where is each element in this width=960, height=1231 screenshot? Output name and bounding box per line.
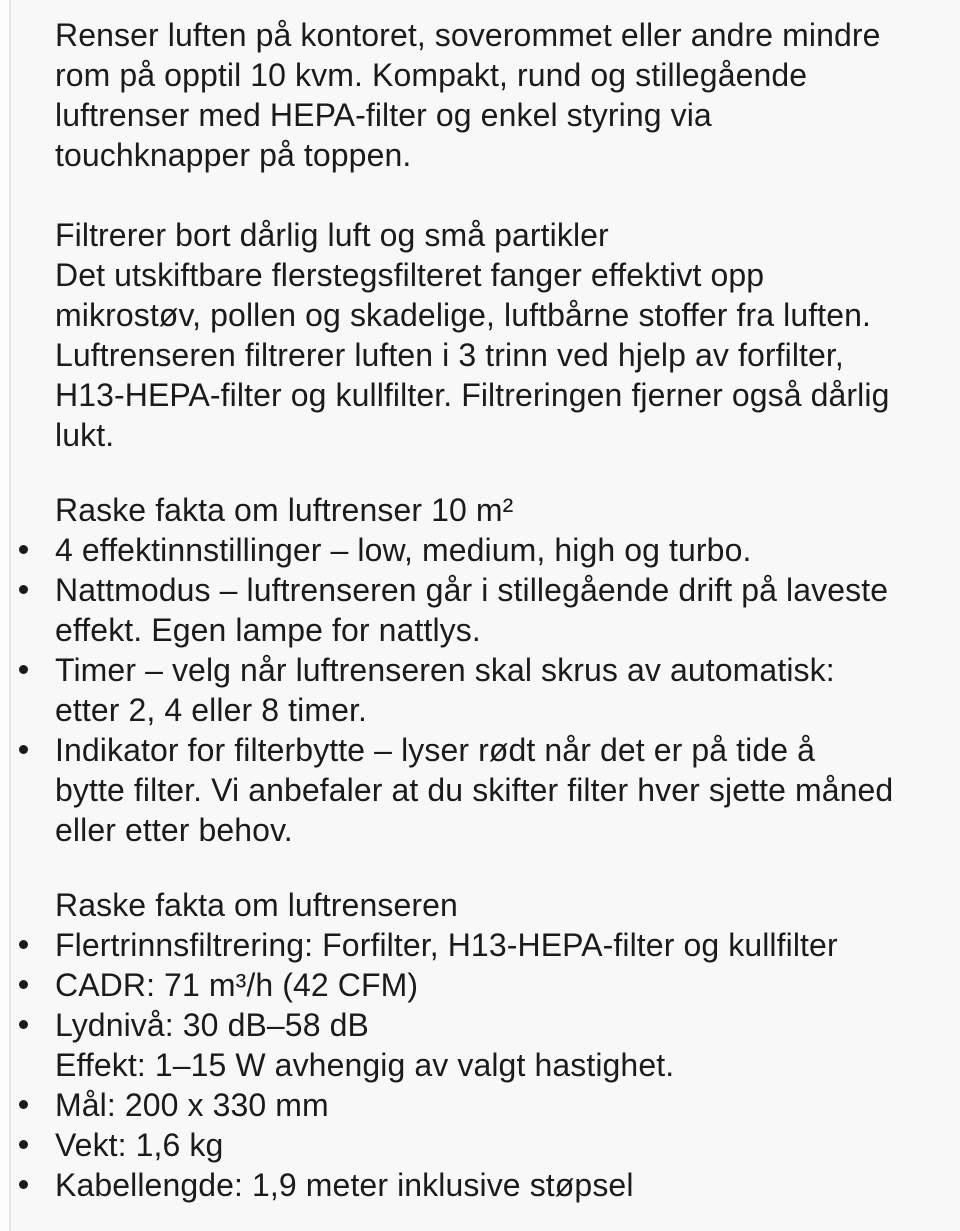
text-line: luftrenser med HEPA-filter og enkel styring via (55, 97, 712, 133)
filter-info-paragraph (55, 215, 960, 455)
quick-facts-general-list (55, 925, 960, 1205)
bullet-icon (19, 1140, 28, 1149)
text-line: Det utskiftbare flerstegsfilteret fanger effektivt opp (55, 257, 765, 293)
text-line: bytte filter. Vi anbefaler at du skifter filter hver sjette måned (55, 772, 894, 808)
text-line: Indikator for filterbytte – lyser rødt når det er på tide å (55, 732, 816, 768)
intro-paragraph (55, 15, 960, 175)
text-line: Timer – velg når luftrenseren skal skrus av automatisk: (55, 652, 835, 688)
list-item (55, 730, 960, 850)
text-line: Flertrinnsfiltrering: Forfilter, H13-HEPA-filter og kullfilter (55, 927, 838, 963)
quick-facts-10m2-heading: Raske fakta om luftrenser 10 m² (55, 492, 514, 528)
text-line: eller etter behov. (55, 812, 293, 848)
text-line: effekt. Egen lampe for nattlys. (55, 612, 481, 648)
bullet-icon (19, 745, 28, 754)
text-line: Mål: 200 x 330 mm (55, 1087, 329, 1123)
bullet-icon (19, 980, 28, 989)
text-line: Lydnivå: 30 dB–58 dB (55, 1007, 369, 1043)
text-line: Effekt: 1–15 W avhengig av valgt hastighet. (55, 1047, 675, 1083)
quick-facts-10m2-list (55, 530, 960, 850)
bullet-icon (19, 585, 28, 594)
text-line: rom på opptil 10 kvm. Kompakt, rund og stillegående (55, 57, 808, 93)
text-line: Nattmodus – luftrenseren går i stillegående drift på laveste (55, 572, 889, 608)
list-item (55, 650, 960, 730)
text-line: lukt. (55, 417, 115, 453)
list-item (55, 965, 960, 1005)
bullet-icon (19, 1180, 28, 1189)
text-line: Luftrenseren filtrerer luften i 3 trinn ved hjelp av forfilter, (55, 337, 844, 373)
text-line: 4 effektinnstillinger – low, medium, high og turbo. (55, 532, 752, 568)
list-item (55, 1045, 960, 1085)
filter-info-heading-line: Filtrerer bort dårlig luft og små partikler (55, 217, 609, 253)
quick-facts-general-heading: Raske fakta om luftrenseren (55, 887, 458, 923)
text-line: mikrostøv, pollen og skadelige, luftbårne stoffer fra luften. (55, 297, 871, 333)
bullet-icon (19, 545, 28, 554)
list-item (55, 925, 960, 965)
list-item (55, 530, 960, 570)
text-line: CADR: 71 m³/h (42 CFM) (55, 967, 419, 1003)
text-line: Vekt: 1,6 kg (55, 1127, 224, 1163)
product-description (55, 15, 960, 1205)
text-line: Renser luften på kontoret, soverommet eller andre mindre (55, 17, 881, 53)
list-item (55, 1165, 960, 1205)
text-line: Kabellengde: 1,9 meter inklusive støpsel (55, 1167, 634, 1203)
left-gutter-divider (0, 0, 11, 1231)
bullet-icon (19, 1100, 28, 1109)
list-item (55, 570, 960, 650)
text-line: touchknapper på toppen. (55, 137, 412, 173)
bullet-icon (19, 1020, 28, 1029)
text-line: H13-HEPA-filter og kullfilter. Filtreringen fjerner også dårlig (55, 377, 890, 413)
bullet-icon (19, 665, 28, 674)
list-item (55, 1125, 960, 1165)
list-item (55, 1005, 960, 1045)
list-item (55, 1085, 960, 1125)
bullet-icon (19, 940, 28, 949)
text-line: etter 2, 4 eller 8 timer. (55, 692, 367, 728)
